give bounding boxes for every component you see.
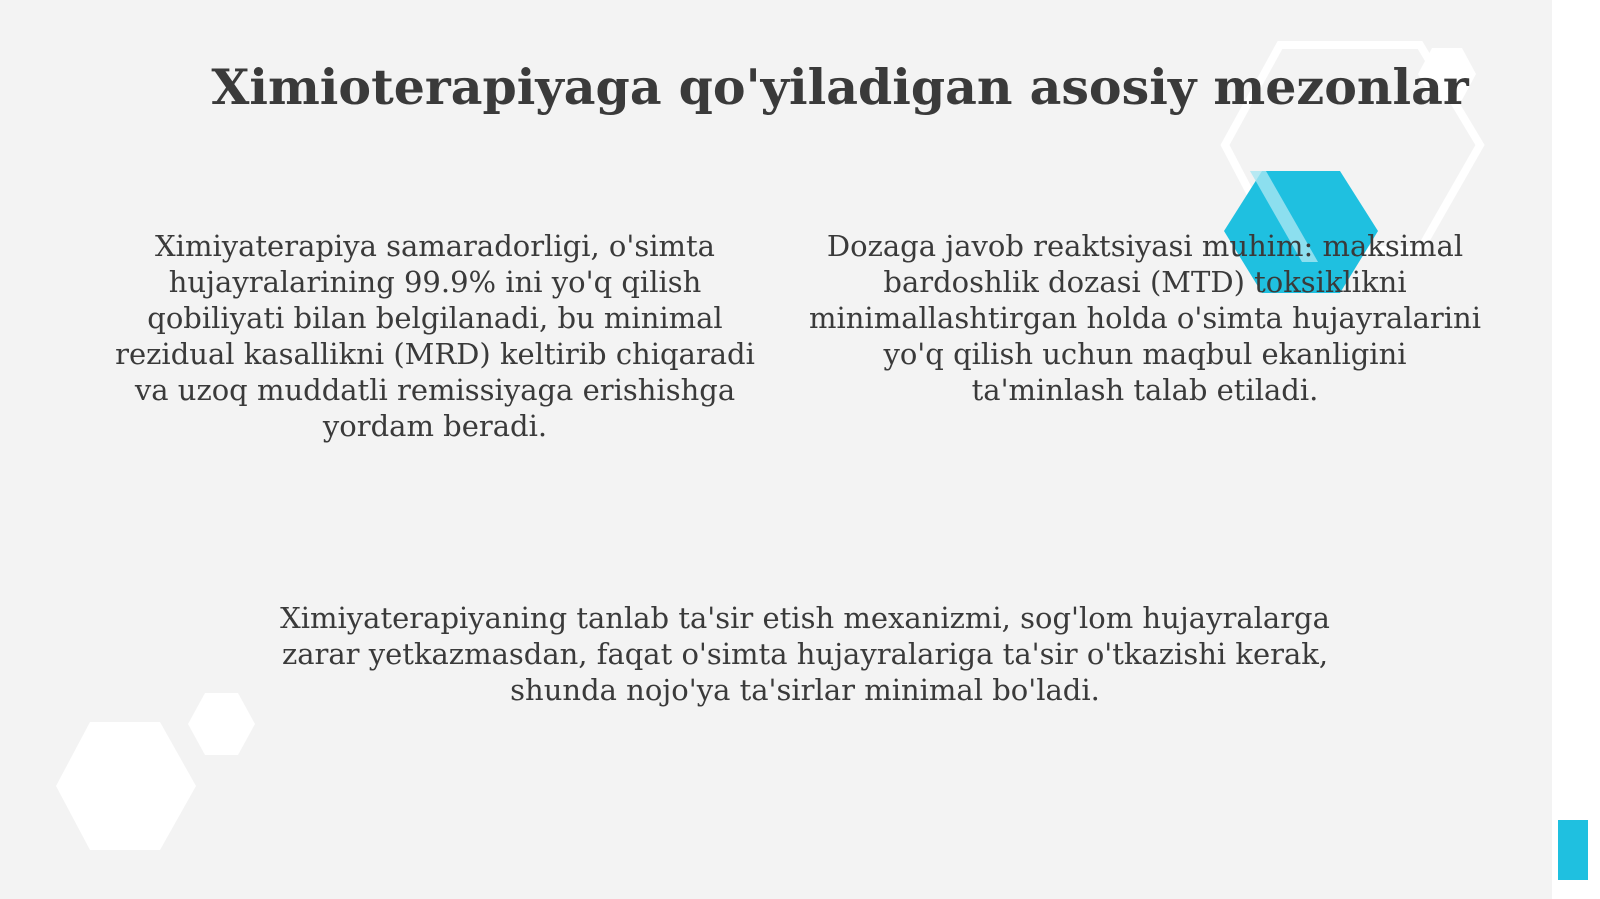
paragraph-efficacy: Ximiyaterapiya samaradorligi, o'simta hujayralarining 99.9% ini yo'q qilish qobiliyati bilan belgilanadi, bu minimal rezidual kasallikni (MRD) keltirib chiqaradi va uzoq muddatli remissiyaga erishishga yordam beradi. bbox=[115, 229, 755, 443]
hexagon-large-white-icon bbox=[56, 722, 196, 850]
scrollbar-thumb[interactable] bbox=[1558, 820, 1588, 880]
paragraph-dose-response: Dozaga javob reaktsiyasi muhim: maksimal bardoshlik dozasi (MTD) toksiklikni minimallashtirgan holda o'simta hujayralarini yo'q qilish uchun maqbul ekanligini ta'minlash talab etiladi. bbox=[808, 229, 1481, 407]
hexagon-small-white-icon bbox=[188, 693, 255, 755]
slide-title: Ximioterapiyaga qo'yiladigan asosiy mezonlar bbox=[211, 58, 1469, 116]
viewer-side-strip bbox=[1552, 0, 1600, 899]
paragraph-selectivity: Ximiyaterapiyaning tanlab ta'sir etish mexanizmi, sog'lom hujayralarga zarar yetkazmasdan, faqat o'simta hujayralariga ta'sir o'tkazishi kerak, shunda nojo'ya ta'sirlar minimal bo'ladi. bbox=[280, 601, 1330, 707]
